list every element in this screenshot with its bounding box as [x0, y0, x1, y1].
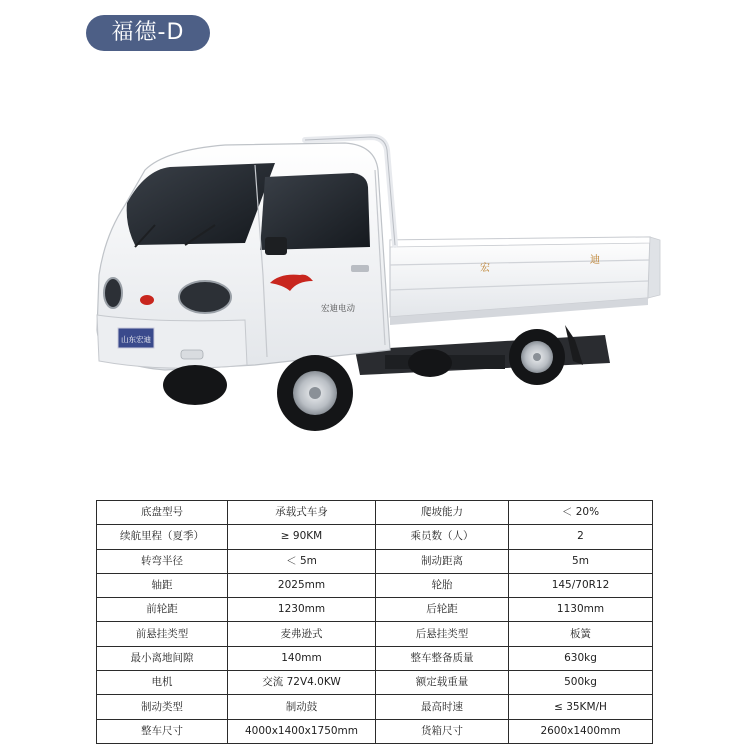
spec-value: ≤ 35KM/H [509, 695, 653, 719]
spec-row [97, 598, 653, 622]
left-headlight [104, 278, 122, 308]
spec-value: 630kg [509, 646, 653, 670]
spec-row [97, 622, 653, 646]
spec-row [97, 549, 653, 573]
spec-value: 2600x1400mm [509, 719, 653, 743]
cab [97, 143, 390, 370]
spec-label: 制动距离 [376, 549, 509, 573]
spec-table-body [97, 501, 653, 744]
front-emblem [140, 295, 154, 305]
spec-value: 4000x1400x1750mm [228, 719, 376, 743]
spec-value: 板簧 [509, 622, 653, 646]
spec-row [97, 501, 653, 525]
spec-row [97, 671, 653, 695]
bed-mark-left: 宏 [480, 263, 490, 274]
spec-value: 承载式车身 [228, 501, 376, 525]
spec-value: 500kg [509, 671, 653, 695]
spec-value: 2 [509, 525, 653, 549]
cargo-bed [390, 237, 660, 325]
bed-mark-right: 迪 [590, 255, 600, 266]
front-near-wheel [277, 355, 353, 431]
spec-label: 制动类型 [97, 695, 228, 719]
fog-light [181, 350, 203, 359]
rear-near-wheel [509, 329, 565, 385]
spec-row [97, 525, 653, 549]
spec-label: 货箱尺寸 [376, 719, 509, 743]
spec-value: ＜ 5m [228, 549, 376, 573]
spec-label: 整车整备质量 [376, 646, 509, 670]
spec-label: 底盘型号 [97, 501, 228, 525]
door-handle [351, 265, 369, 272]
spec-label: 爬坡能力 [376, 501, 509, 525]
spec-value: ≥ 90KM [228, 525, 376, 549]
spec-label: 转弯半径 [97, 549, 228, 573]
model-title: 福德-D [111, 20, 185, 45]
spec-row [97, 573, 653, 597]
spec-row [97, 646, 653, 670]
spec-value: 5m [509, 549, 653, 573]
model-title-badge [86, 15, 210, 51]
spec-label: 轮胎 [376, 573, 509, 597]
spec-label: 前悬挂类型 [97, 622, 228, 646]
license-plate-text: 山东宏迪 [121, 335, 151, 344]
spec-label: 后轮距 [376, 598, 509, 622]
spec-value: 制动鼓 [228, 695, 376, 719]
spec-value: ＜ 20% [509, 501, 653, 525]
spec-label: 电机 [97, 671, 228, 695]
spec-label: 额定载重量 [376, 671, 509, 695]
spec-value: 1130mm [509, 598, 653, 622]
spec-label: 后悬挂类型 [376, 622, 509, 646]
spec-value: 麦弗逊式 [228, 622, 376, 646]
spec-row [97, 719, 653, 743]
rear-far-wheel [408, 349, 452, 377]
door-brand-text: 宏迪电动 [321, 304, 356, 314]
spec-label: 整车尺寸 [97, 719, 228, 743]
spec-label: 轴距 [97, 573, 228, 597]
spec-label: 乘员数（人） [376, 525, 509, 549]
truck-illustration [85, 125, 665, 445]
spec-label: 续航里程（夏季） [97, 525, 228, 549]
spec-table [96, 500, 653, 744]
spec-value: 2025mm [228, 573, 376, 597]
side-mirror [265, 237, 287, 255]
spec-value: 1230mm [228, 598, 376, 622]
right-headlight [179, 281, 231, 313]
spec-value: 交流 72V4.0KW [228, 671, 376, 695]
spec-label: 最高时速 [376, 695, 509, 719]
front-far-wheel [163, 365, 227, 405]
spec-label: 前轮距 [97, 598, 228, 622]
spec-label: 最小离地间隙 [97, 646, 228, 670]
spec-value: 140mm [228, 646, 376, 670]
spec-value: 145/70R12 [509, 573, 653, 597]
spec-row [97, 695, 653, 719]
